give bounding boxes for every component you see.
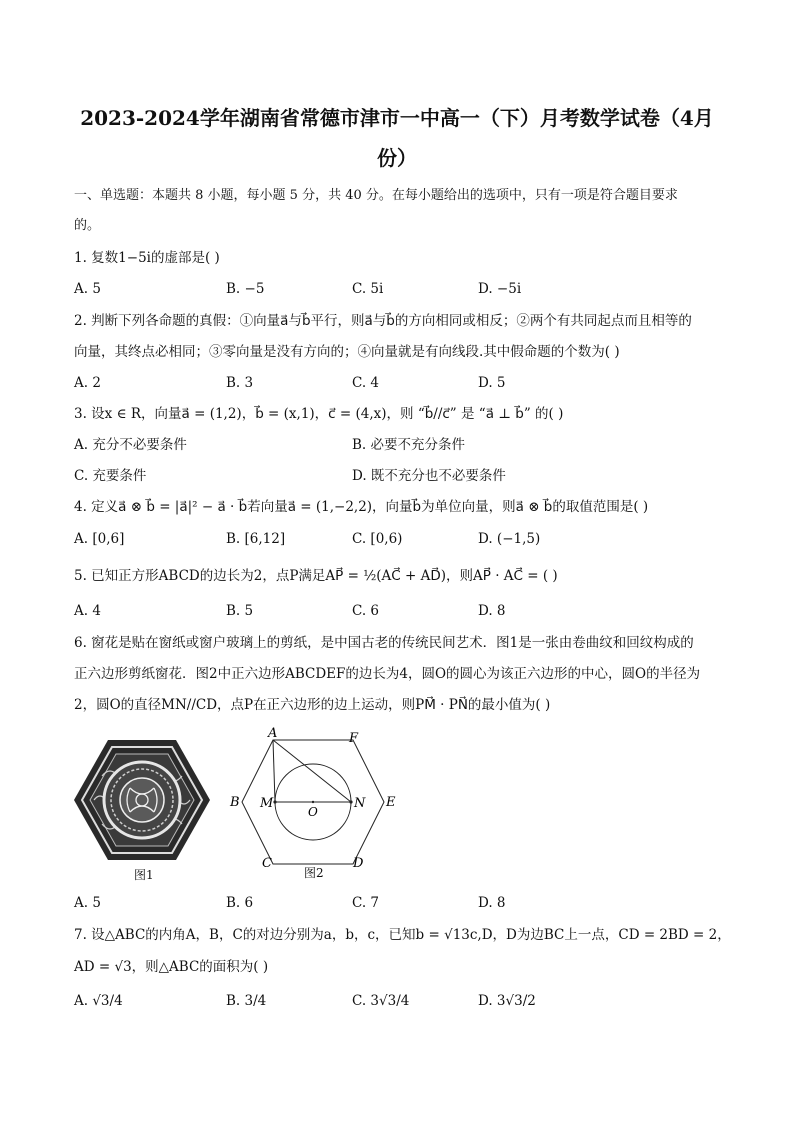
question-5-option-d: D. 8 [478,603,506,619]
section-heading-line-1: 一、单选题：本题共 8 小题，每小题 5 分，共 40 分。在每小题给出的选项中，只有一项是符合题目要求 [74,188,678,203]
question-5-option-b: B. 5 [226,603,254,619]
question-5-option-a: A. 4 [74,603,101,619]
question-6-option-a: A. 5 [74,895,101,911]
figure-2-caption: 图2 [304,866,324,880]
point-label-n: N [354,796,366,811]
figure-1-window-flower-image [72,736,212,864]
question-2-option-a: A. 2 [74,375,101,391]
question-4-stem: 4. 定义a⃗ ⊗ b⃗ = |a⃗|² − a⃗ · b⃗若向量a⃗ = (1,−2,2)，向量b⃗为单位向量，则a⃗ ⊗ b⃗的取值范围是( ) [74,499,649,515]
question-3-option-b: B. 必要不充分条件 [352,437,466,453]
vertex-label-d: D [353,856,364,870]
vertex-label-c: C [262,856,272,870]
figure-2-hexagon-diagram [226,724,406,870]
question-6-stem-line-2: 正六边形剪纸窗花．图2中正六边形ABCDEF的边长为4，圆O的圆心为该正六边形的中心，圆O的半径为 [74,666,701,682]
question-2-stem-line-2: 向量，其终点必相同；③零向量是没有方向的；④向量就是有向线段.其中假命题的个数为( ) [74,344,620,360]
question-1-option-d: D. −5i [478,281,522,297]
figure-1-caption: 图1 [134,868,154,882]
vertex-label-a: A [268,726,278,741]
question-6-option-c: C. 7 [352,895,380,911]
question-6-option-b: B. 6 [226,895,254,911]
question-4-option-d: D. (−1,5) [478,531,541,547]
question-6-option-d: D. 8 [478,895,506,911]
question-3-stem: 3. 设x ∈ R，向量a⃗ = (1,2)，b⃗ = (x,1)，c⃗ = (4,x)，则 “b⃗//c⃗” 是 “a⃗ ⊥ b⃗” 的( ) [74,406,564,422]
question-4-option-b: B. [6,12] [226,531,286,547]
question-3-option-c: C. 充要条件 [74,468,147,484]
question-5-stem: 5. 已知正方形ABCD的边长为2，点P满足AP⃗ = ½(AC⃗ + AD⃗)，则AP⃗ · AC⃗ = ( ) [74,568,558,584]
section-heading-line-2: 的。 [74,218,101,233]
vertex-label-e: E [386,795,396,810]
question-6-stem-line-3: 2，圆O的直径MN//CD，点P在正六边形的边上运动，则PM⃗ · PN⃗的最小值为( ) [74,697,551,713]
question-4-option-c: C. [0,6) [352,531,403,547]
question-2-option-d: D. 5 [478,375,506,391]
question-2-option-c: C. 4 [352,375,380,391]
question-7-stem-line-2: AD = √3，则△ABC的面积为( ) [74,959,269,975]
point-label-m: M [260,796,274,811]
question-3-option-d: D. 既不充分也不必要条件 [352,468,506,484]
exam-title-line-2: 份） [377,146,417,170]
question-7-option-d: D. 3√3/2 [478,993,536,1009]
exam-title-line-1: 2023-2024学年湖南省常德市津市一中高一（下）月考数学试卷（4月 [80,106,714,130]
question-7-stem-line-1: 7. 设△ABC的内角A，B，C的对边分别为a，b，c，已知b = √13c,D，D为边BC上一点，CD = 2BD = 2， [74,927,731,943]
center-label-o: O [308,805,318,819]
question-6-stem-line-1: 6. 窗花是贴在窗纸或窗户玻璃上的剪纸，是中国古老的传统民间艺术．图1是一张由卷曲纹和回纹构成的 [74,635,694,651]
vertex-label-f: F [349,731,359,746]
question-4-option-a: A. [0,6] [74,531,125,547]
vertex-label-b: B [230,795,240,810]
question-5-option-c: C. 6 [352,603,380,619]
question-7-option-a: A. √3/4 [74,993,123,1009]
question-1-stem: 1. 复数1−5i的虚部是( ) [74,250,220,266]
question-1-option-a: A. 5 [74,281,101,297]
question-2-option-b: B. 3 [226,375,254,391]
question-3-option-a: A. 充分不必要条件 [74,437,187,453]
question-7-option-c: C. 3√3/4 [352,993,410,1009]
question-1-option-c: C. 5i [352,281,384,297]
question-2-stem-line-1: 2. 判断下列各命题的真假：①向量a⃗与b⃗平行，则a⃗与b⃗的方向相同或相反；②两个有共同起点而且相等的 [74,313,692,329]
question-7-option-b: B. 3/4 [226,993,267,1009]
question-1-option-b: B. −5 [226,281,265,297]
